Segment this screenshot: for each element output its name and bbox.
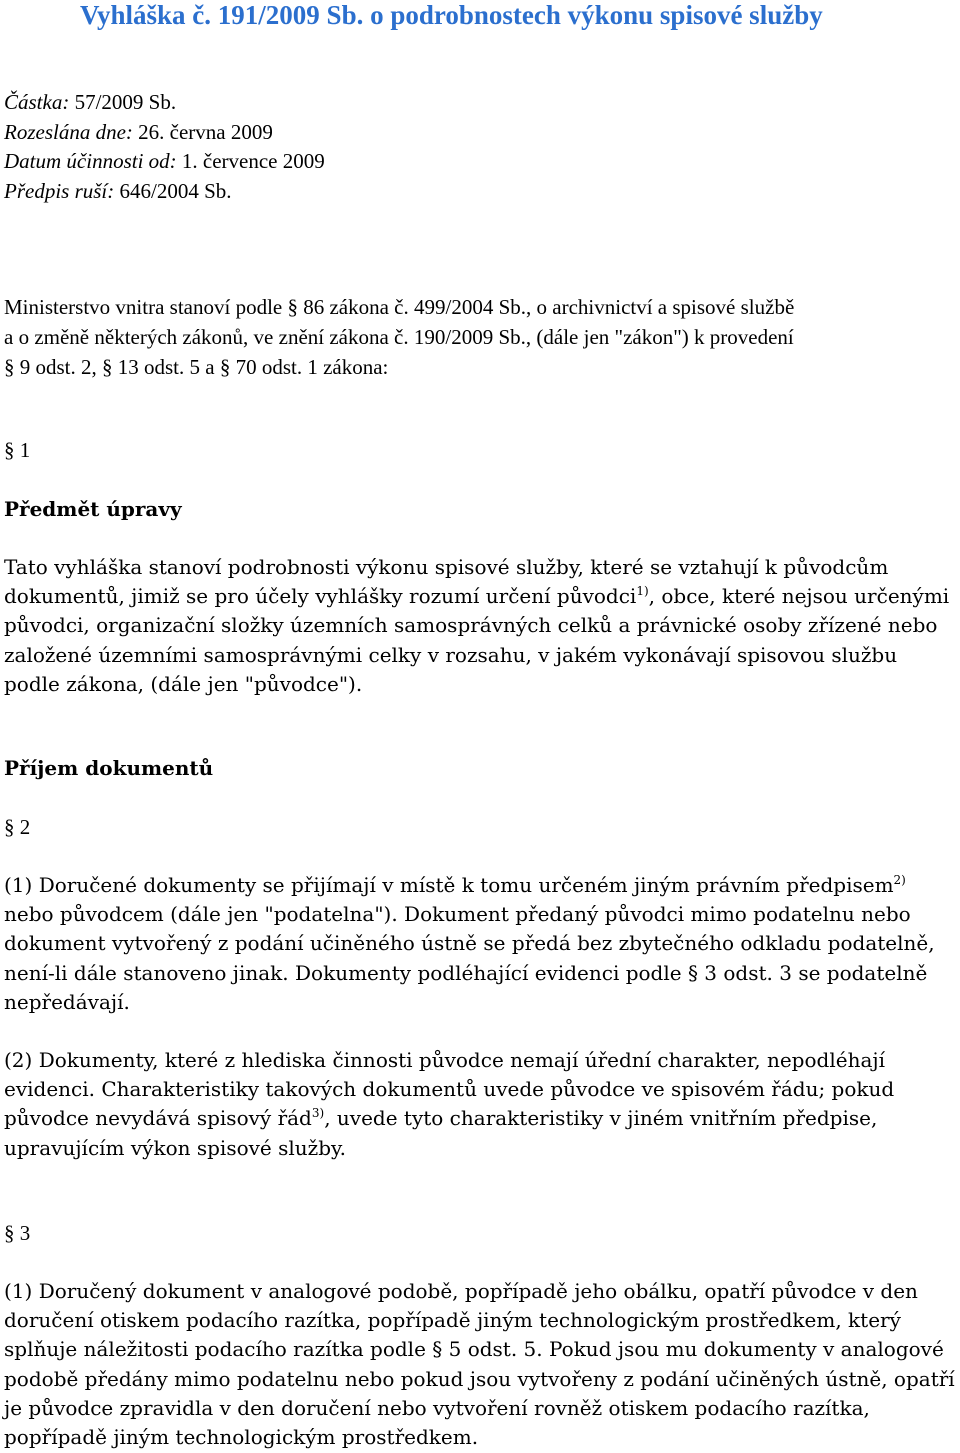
text-fragment: (1) Doručené dokumenty se přijímají v místě k tomu určeném jiným právním předpisem — [4, 873, 894, 897]
meta-rusi-value: 646/2004 Sb. — [119, 178, 232, 203]
section-heading-prijem: Příjem dokumentů — [4, 756, 214, 780]
meta-castka-label: Částka: — [4, 90, 70, 114]
paragraph-line: podle zákona, (dále jen "původce"). — [4, 671, 363, 696]
paragraph-line: upravujícím výkon spisové služby. — [4, 1135, 347, 1160]
footnote-ref-2[interactable]: 2) — [893, 873, 906, 887]
document-title[interactable]: Vyhláška č. 191/2009 Sb. o podrobnostech výkonu spisové služby — [80, 0, 823, 30]
meta-rozeslana-label: Rozeslána dne: — [4, 119, 133, 144]
paragraph-line: (2) Dokumenty, které z hlediska činnosti původce nemají úřední charakter, nepodléhají — [4, 1048, 885, 1072]
section-3-sign: § 3 — [4, 1221, 31, 1245]
paragraph-line: nepředávají. — [4, 989, 130, 1014]
meta-ucinnost — [4, 147, 325, 177]
text-fragment: , obce, které nejsou určenými — [648, 584, 950, 609]
paragraph-line: podobě předány mimo podatelnu nebo pokud jsou vytvořeny z podání učiněných ústně, opatří — [4, 1366, 955, 1391]
document-metadata — [4, 88, 325, 206]
footnote-ref-3[interactable]: 3) — [311, 1106, 325, 1121]
paragraph-line: je původce zpravidla v den doručení nebo vytvoření rovněž otiskem podacího razítka, — [4, 1395, 870, 1420]
intro-line: Ministerstvo vnitra stanoví podle § 86 zákona č. 499/2004 Sb., o archivnictví a spisové službě — [4, 295, 795, 319]
paragraph-line: doručení otiskem podacího razítka, popřípadě jiným technologickým prostředkem, který — [4, 1308, 901, 1333]
section-3-paragraph-1 — [4, 1277, 959, 1452]
paragraph-line — [4, 582, 959, 611]
paragraph-line: splňuje náležitosti podacího razítka podle § 5 odst. 5. Pokud jsou mu dokumenty v analogové — [4, 1337, 944, 1362]
paragraph-line — [4, 1104, 959, 1133]
section-2-paragraph-2 — [4, 1046, 959, 1163]
intro-line: a o změně některých zákonů, ve znění zákona č. 190/2009 Sb., (dále jen "zákon") k provedení — [4, 325, 794, 349]
section-1-heading: Předmět úpravy — [4, 497, 182, 521]
paragraph-line: Tato vyhláška stanoví podrobnosti výkonu spisové služby, které se vztahují k původcům — [4, 555, 889, 579]
section-2-paragraph-1 — [4, 871, 959, 1017]
paragraph-line — [4, 871, 959, 900]
intro-line: § 9 odst. 2, § 13 odst. 5 a § 70 odst. 1 zákona: — [4, 355, 389, 379]
meta-rusi-label: Předpis ruší: — [4, 178, 115, 203]
paragraph-line: dokument vytvořený z podání učiněného ústně se předá bez zbytečného odkladu podatelně, — [4, 931, 935, 956]
meta-ucinnost-value: 1. července 2009 — [181, 149, 325, 173]
footnote-ref-1[interactable]: 1) — [636, 584, 649, 599]
meta-castka-value: 57/2009 Sb. — [74, 90, 177, 114]
meta-ucinnost-label: Datum účinnosti od: — [4, 149, 177, 173]
meta-rozeslana-value: 26. června 2009 — [138, 119, 273, 144]
meta-rusi — [4, 177, 325, 207]
meta-rozeslana — [4, 118, 325, 148]
section-1-paragraph — [4, 553, 959, 699]
meta-castka — [4, 88, 325, 118]
paragraph-line: nebo původcem (dále jen "podatelna"). Dokument předaný původci mimo podatelnu nebo — [4, 902, 911, 927]
paragraph-line: (1) Doručený dokument v analogové podobě, popřípadě jeho obálku, opatří původce v den — [4, 1279, 918, 1303]
section-2-sign: § 2 — [4, 815, 31, 839]
intro-paragraph — [4, 292, 959, 382]
section-1-sign: § 1 — [4, 438, 31, 462]
paragraph-line: není-li dále stanoveno jinak. Dokumenty podléhající evidenci podle § 3 odst. 3 se podatelně — [4, 960, 928, 985]
text-fragment: , uvede tyto charakteristiky v jiném vnitřním předpise, — [324, 1106, 878, 1131]
paragraph-line: založené územními samosprávnými celky v rozsahu, v jakém vykonávají spisovou službu — [4, 642, 898, 667]
text-fragment: původce nevydává spisový řád — [4, 1106, 312, 1131]
paragraph-line: evidenci. Charakteristiky takových dokumentů uvede původce ve spisovém řádu; pokud — [4, 1077, 895, 1102]
text-fragment: dokumentů, jimiž se pro účely vyhlášky rozumí určení původci — [4, 584, 637, 609]
paragraph-line: popřípadě jiným technologickým prostředkem. — [4, 1425, 479, 1450]
paragraph-line: původci, organizační složky územních samosprávných celků a právnické osoby zřízené nebo — [4, 613, 938, 638]
